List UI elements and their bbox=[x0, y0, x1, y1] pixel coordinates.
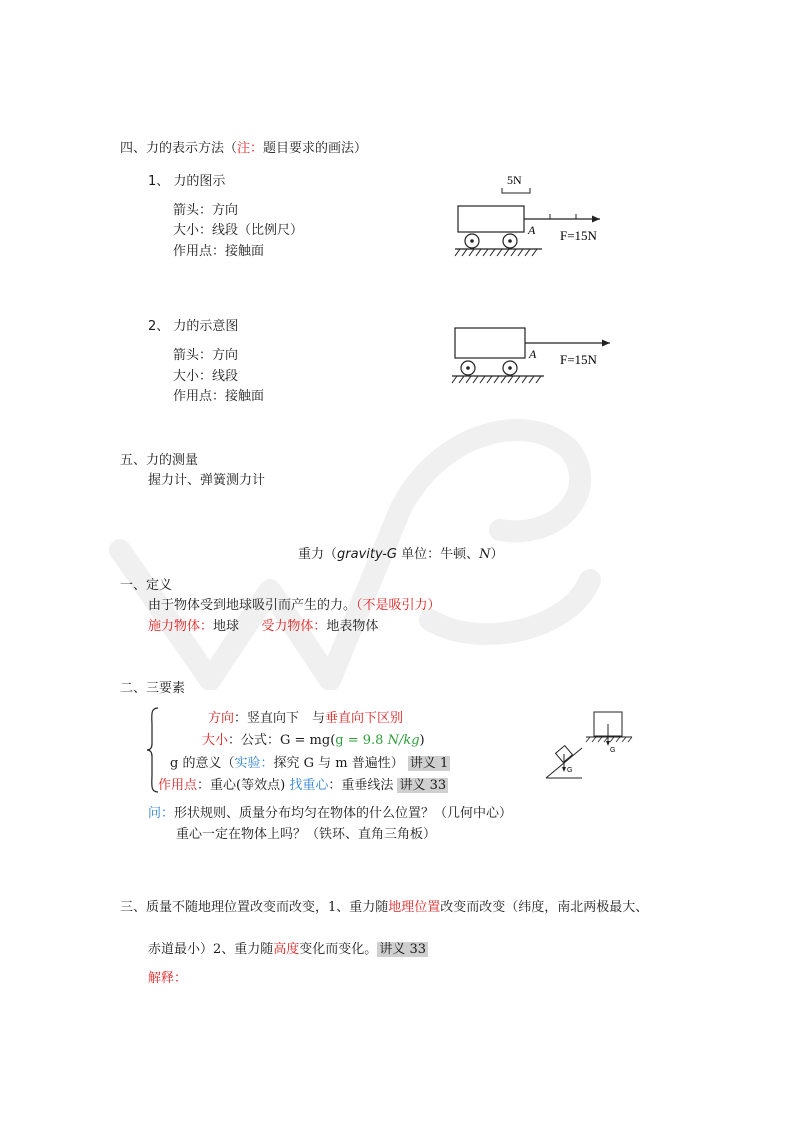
definition-text: 由于物体受到地球吸引而产生的力。（不是吸引力） bbox=[148, 598, 441, 613]
handout-ref-1: 讲义 1 bbox=[409, 756, 449, 771]
sub2-title: 2、 力的示意图 bbox=[148, 319, 239, 334]
definition-title: 一、定义 bbox=[120, 578, 173, 593]
question-2: 重心一定在物体上吗？（铁环、直角三角板） bbox=[176, 827, 437, 842]
force-schematic-figure bbox=[448, 322, 648, 394]
sub2-line-size: 大小：线段 bbox=[173, 369, 239, 384]
force-diagram-figure bbox=[450, 168, 650, 268]
cart-body bbox=[455, 328, 525, 358]
elements-title: 二、三要素 bbox=[120, 681, 186, 696]
svg-text:G: G bbox=[567, 767, 573, 774]
sub2-line-arrow: 箭头：方向 bbox=[173, 348, 239, 363]
definition-objects: 施力物体：地球 受力物体：地表物体 bbox=[148, 619, 379, 634]
sub1-title: 1、 力的图示 bbox=[148, 174, 226, 189]
sub1-line-size: 大小：线段（比例尺） bbox=[173, 223, 304, 238]
direction-line: 方向：竖直向下 与垂直向下区别 bbox=[208, 711, 404, 726]
section3-line1: 三、质量不随地理位置改变而改变，1、重力随地理位置改变而改变（纬度，南北两极最大、 bbox=[120, 900, 649, 915]
wps-watermark bbox=[100, 390, 620, 690]
section5-title: 五、力的测量 bbox=[120, 453, 199, 468]
force-label: F=15N bbox=[560, 228, 597, 243]
point-line: 作用点：重心(等效点) 找重心：重垂线法 讲义 33 bbox=[158, 778, 447, 793]
gravity-direction-figure bbox=[540, 706, 650, 786]
g-meaning-line: g 的意义（实验：探究 G 与 m 普遍性） 讲义 1 bbox=[170, 756, 449, 771]
section3-line2: 赤道最小）2、重力随高度变化而变化。 讲义 33 bbox=[148, 942, 426, 957]
sub1-line-point: 作用点：接触面 bbox=[173, 244, 265, 259]
sub1-line-arrow: 箭头：方向 bbox=[173, 203, 239, 218]
section5-text: 握力计、弹簧测力计 bbox=[148, 473, 266, 488]
scale-label: 5N bbox=[507, 173, 522, 187]
handout-ref-33b: 讲义 33 bbox=[379, 942, 426, 957]
handout-ref-33: 讲义 33 bbox=[399, 778, 447, 793]
cart-body bbox=[458, 206, 524, 232]
sub2-line-point: 作用点：接触面 bbox=[173, 389, 265, 404]
explain-label: 解释： bbox=[148, 971, 188, 986]
question-1: 问：形状规则、质量分布均匀在物体的什么位置？（几何中心） bbox=[148, 806, 513, 821]
gravity-heading: 重力（gravity-G 单位：牛顿、N） bbox=[298, 547, 504, 562]
force-label: F=15N bbox=[560, 352, 597, 367]
point-label: A bbox=[529, 347, 537, 361]
point-label: A bbox=[528, 223, 536, 237]
svg-text:G: G bbox=[610, 747, 616, 754]
size-line: 大小：公式：G = mg(g = 9.8 N/kg) bbox=[202, 733, 425, 748]
section4-title: 四、力的表示方法（注：题目要求的画法） bbox=[120, 141, 368, 156]
